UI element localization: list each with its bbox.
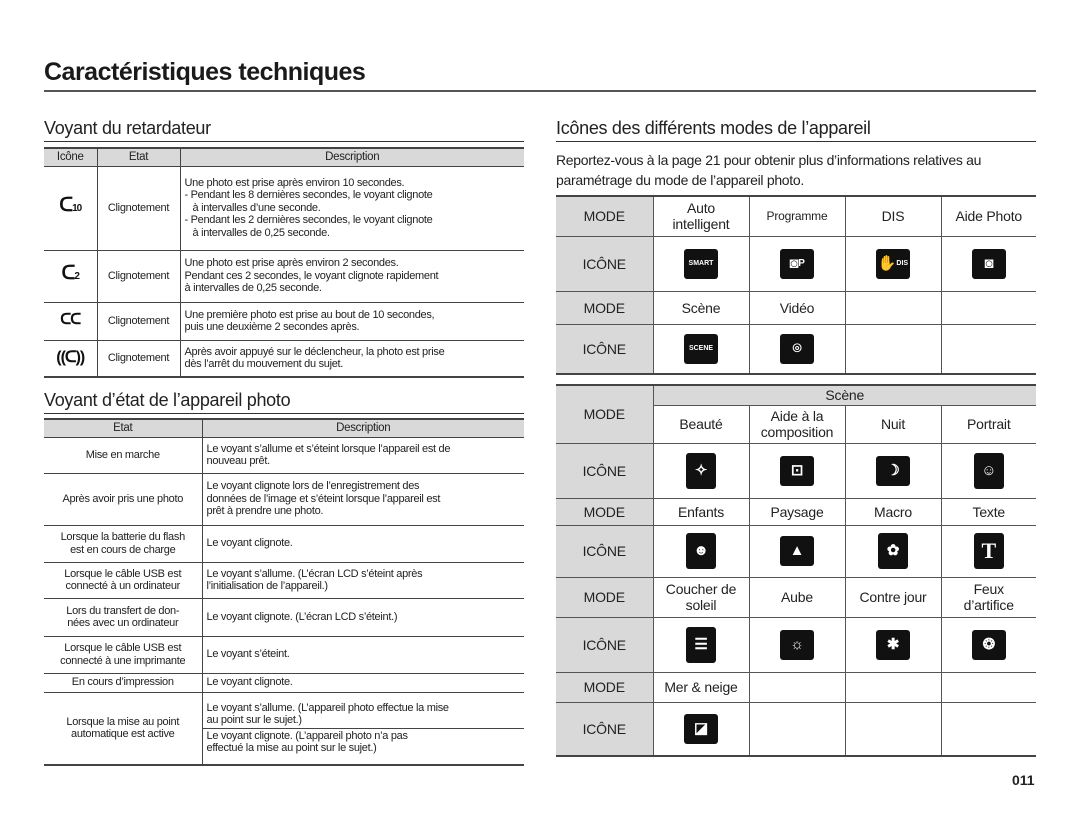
state-cell — [44, 562, 202, 598]
header-state: Etat — [97, 148, 180, 166]
icon-cell — [845, 236, 941, 291]
icon-cell — [749, 324, 845, 374]
description-cell — [202, 437, 524, 473]
page-title: Caractéristiques techniques — [44, 58, 366, 86]
backlight-icon: ✱ — [876, 630, 910, 660]
icon-cell — [749, 236, 845, 291]
mode-cell — [941, 672, 1036, 702]
description-line: Le voyant s’allume et s’éteint lorsque l’appareil est de — [206, 442, 451, 455]
timer-table — [44, 147, 524, 378]
mode-row — [556, 577, 1036, 617]
mode-cell — [845, 672, 941, 702]
description-line: Le voyant s’allume. (L’appareil photo effectue la mise — [206, 701, 449, 714]
state-cell: Clignotement — [97, 340, 180, 377]
state-cell — [44, 636, 202, 673]
state-cell — [44, 525, 202, 562]
description-cell — [180, 302, 524, 340]
description-line: données de l’image et s’éteint lorsque l’appareil est — [206, 492, 441, 505]
mode-name: Aide Photo — [955, 208, 1022, 225]
dawn-icon: ☼ — [780, 630, 814, 660]
macro-icon: ✿ — [878, 533, 908, 569]
mode-name: Paysage — [770, 503, 824, 520]
icon-cell — [941, 702, 1036, 756]
state-line: Lorsque le câble USB est — [64, 567, 182, 580]
header-icon: Icône — [44, 148, 97, 166]
state-cell — [44, 673, 202, 692]
mode-name: Nuit — [880, 416, 906, 432]
description-line: Après avoir appuyé sur le déclencheur, la photo est prise — [184, 345, 445, 358]
icon-row — [556, 236, 1036, 291]
table-row — [44, 673, 524, 692]
mode-name: Aide à la — [770, 408, 824, 424]
mode-cell — [749, 196, 845, 236]
timer-section-rule — [44, 141, 524, 142]
table-row — [44, 473, 524, 525]
intro-line: Reportez-vous à la page 21 pour obtenir plus d’informations relatives au — [556, 152, 982, 168]
table-row — [44, 166, 524, 250]
description-line: à intervalles de 0,25 seconde. — [184, 282, 322, 295]
description-cell — [202, 525, 524, 562]
icon-cell — [653, 236, 749, 291]
mode-cell — [845, 577, 941, 617]
scene-header-row — [556, 385, 1036, 405]
mode-cell — [845, 291, 941, 324]
title-rule — [44, 90, 1036, 92]
state-line: Mise en marche — [85, 448, 160, 461]
status-section-rule — [44, 413, 524, 414]
night-icon: ☽ — [876, 456, 910, 486]
scene-icon: SCENE — [684, 334, 718, 364]
mode-name: Coucher de — [665, 581, 737, 597]
mode-label: MODE — [556, 672, 653, 702]
mode-cell — [941, 498, 1036, 525]
mode-cell — [653, 498, 749, 525]
table-row — [44, 636, 524, 673]
page-number: 011 — [1012, 772, 1035, 788]
state-line: connecté à une imprimante — [60, 654, 186, 667]
timer-motion-icon: ((ᑕ)) — [44, 340, 97, 377]
mode-cell — [653, 672, 749, 702]
landscape-icon: ▲ — [780, 536, 814, 566]
mode-name: Feux — [973, 581, 1004, 597]
description-cell — [202, 562, 524, 598]
mode-name: Enfants — [677, 503, 725, 520]
header-description: Description — [180, 148, 524, 166]
mode-cell — [845, 196, 941, 236]
icon-cell — [749, 617, 845, 672]
text-icon: T — [974, 533, 1004, 569]
modes-table-scene — [556, 384, 1036, 757]
icon-row — [556, 443, 1036, 498]
mode-row — [556, 672, 1036, 702]
icon-cell — [845, 443, 941, 498]
frame-guide-icon: ⊡ — [780, 456, 814, 486]
icon-cell — [941, 324, 1036, 374]
mode-cell — [653, 405, 749, 443]
mode-name: Programme — [766, 209, 828, 224]
program-icon: ◙ P — [780, 249, 814, 279]
state-cell — [44, 598, 202, 636]
mode-cell — [749, 672, 845, 702]
table-row — [44, 437, 524, 473]
icon-cell — [749, 702, 845, 756]
description-cell — [202, 692, 524, 765]
timer-double-icon: ᑕᑕ — [44, 302, 97, 340]
icon-label: ICÔNE — [556, 617, 653, 672]
mode-label: MODE — [556, 291, 653, 324]
mode-cell — [749, 405, 845, 443]
modes-section-title: Icônes des différents modes de l’appareil — [556, 118, 871, 138]
description-line: Le voyant s’allume. (L’écran LCD s’éteint après — [206, 567, 423, 580]
mode-name: d’artifice — [963, 597, 1014, 613]
mode-cell — [941, 291, 1036, 324]
state-cell: Clignotement — [97, 166, 180, 250]
state-cell: Clignotement — [97, 250, 180, 302]
description-cell — [202, 636, 524, 673]
mode-cell — [653, 291, 749, 324]
scene-header: Scène — [653, 385, 1036, 405]
mode-name: Macro — [874, 503, 912, 520]
icon-cell — [653, 443, 749, 498]
timer-section-title: Voyant du retardateur — [44, 118, 211, 138]
icon-row — [556, 324, 1036, 374]
description-line: à intervalles d’une seconde. — [192, 201, 321, 214]
status-section-title: Voyant d’état de l’appareil photo — [44, 390, 291, 410]
description-line: Une première photo est prise au bout de 10 secondes, — [184, 308, 435, 321]
icon-cell — [749, 525, 845, 577]
description-line: puis une deuxième 2 secondes après. — [184, 321, 360, 333]
icon-cell — [845, 702, 941, 756]
description-line: au point sur le sujet.) — [206, 714, 302, 727]
description-line: prêt à prendre une photo. — [206, 505, 324, 518]
sunset-icon: ☰ — [686, 627, 716, 663]
description-cell — [180, 340, 524, 377]
description-cell — [180, 166, 524, 250]
description-line: Le voyant s’éteint. — [206, 648, 290, 661]
description-sub — [203, 701, 525, 728]
mode-name: intelligent — [672, 216, 730, 233]
icon-cell — [653, 702, 749, 756]
icon-row — [556, 702, 1036, 756]
icon-cell — [749, 443, 845, 498]
mode-name: composition — [760, 424, 834, 440]
beauty-icon: ✧ — [686, 453, 716, 489]
icon-cell — [941, 617, 1036, 672]
beach-snow-icon: ◪ — [684, 714, 718, 744]
state-cell: Clignotement — [97, 302, 180, 340]
children-icon: ☻ — [686, 533, 716, 569]
smart-auto-icon: SMART — [684, 249, 718, 279]
state-line: automatique est active — [71, 728, 175, 741]
icon-cell — [845, 525, 941, 577]
icon-cell — [941, 525, 1036, 577]
state-cell — [44, 473, 202, 525]
header-state: Etat — [44, 419, 202, 437]
movie-icon: ⌾ — [780, 334, 814, 364]
description-line: Le voyant clignote. (L’écran LCD s’éteint.) — [206, 610, 398, 623]
icon-cell — [941, 443, 1036, 498]
timer-10s-icon: ᑕ10 — [44, 166, 97, 250]
mode-cell — [941, 577, 1036, 617]
mode-cell — [941, 405, 1036, 443]
description-cell — [202, 473, 524, 525]
modes-intro — [556, 150, 1046, 190]
mode-cell — [749, 291, 845, 324]
icon-label: ICÔNE — [556, 324, 653, 374]
description-line: nouveau prêt. — [206, 455, 270, 467]
intro-line: paramétrage du mode de l’appareil photo. — [556, 172, 804, 188]
description-line: l’initialisation de l’appareil.) — [206, 580, 328, 592]
description-line: effectué la mise au point sur le sujet.) — [206, 742, 377, 755]
timer-2s-icon: ᑕ2 — [44, 250, 97, 302]
table-row — [44, 598, 524, 636]
table-row — [44, 340, 524, 377]
state-cell — [44, 692, 202, 765]
mode-row — [556, 498, 1036, 525]
mode-row — [556, 291, 1036, 324]
icon-cell — [653, 324, 749, 374]
description-line: Le voyant clignote lors de l’enregistrement des — [206, 480, 420, 493]
icon-row — [556, 617, 1036, 672]
description-line: - Pendant les 8 dernières secondes, le voyant clignote — [184, 189, 433, 202]
description-line: - Pendant les 2 dernières secondes, le voyant clignote — [184, 214, 433, 227]
mode-cell — [653, 577, 749, 617]
mode-name: Auto — [687, 200, 715, 217]
mode-cell — [749, 577, 845, 617]
fireworks-icon: ❂ — [972, 630, 1006, 660]
description-line: Le voyant clignote. (L’appareil photo n’a pas — [206, 729, 408, 742]
photo-help-icon: ◙ — [972, 249, 1006, 279]
description-line: Le voyant clignote. — [206, 676, 293, 689]
state-line: Lorsque la batterie du flash — [60, 531, 185, 543]
state-line: Lors du transfert de don- — [66, 604, 180, 617]
mode-name: Portrait — [966, 416, 1011, 432]
icon-label: ICÔNE — [556, 443, 653, 498]
description-cell — [202, 598, 524, 636]
state-line: En cours d’impression — [71, 676, 174, 689]
state-line: Après avoir pris une photo — [62, 492, 184, 505]
state-line: est en cours de charge — [70, 543, 176, 556]
mode-name: Mer & neige — [664, 679, 738, 695]
mode-name: Scène — [681, 299, 721, 316]
state-line: connecté à un ordinateur — [65, 580, 180, 592]
status-table — [44, 418, 524, 766]
description-line: à intervalles de 0,25 seconde. — [192, 226, 330, 239]
icon-cell — [845, 617, 941, 672]
description-cell — [180, 250, 524, 302]
description-line: dès l’arrêt du mouvement du sujet. — [184, 358, 344, 371]
state-line: Lorsque la mise au point — [66, 715, 180, 728]
icon-label: ICÔNE — [556, 236, 653, 291]
portrait-icon: ☺ — [974, 453, 1004, 489]
mode-cell — [845, 405, 941, 443]
icon-row — [556, 525, 1036, 577]
modes-table-main — [556, 195, 1036, 375]
description-cell — [202, 673, 524, 692]
mode-name: Vidéo — [779, 299, 815, 316]
mode-name: Contre jour — [859, 589, 927, 605]
icon-label: ICÔNE — [556, 525, 653, 577]
description-line: Pendant ces 2 secondes, le voyant clignote rapidement — [184, 269, 439, 282]
mode-cell — [653, 196, 749, 236]
mode-cell — [941, 196, 1036, 236]
icon-label: ICÔNE — [556, 702, 653, 756]
table-row — [44, 692, 524, 765]
description-line: Une photo est prise après environ 10 secondes. — [184, 176, 405, 189]
mode-name: Beauté — [679, 416, 723, 432]
mode-cell — [845, 498, 941, 525]
icon-cell — [941, 236, 1036, 291]
mode-label: MODE — [556, 385, 653, 443]
mode-label: MODE — [556, 577, 653, 617]
table-row — [44, 302, 524, 340]
table-row — [44, 250, 524, 302]
mode-name: Texte — [972, 503, 1005, 520]
icon-cell — [653, 525, 749, 577]
description-line: Une photo est prise après environ 2 secondes. — [184, 257, 399, 270]
mode-name: DIS — [881, 208, 905, 225]
description-sub — [203, 728, 525, 756]
state-line: nées avec un ordinateur — [67, 617, 179, 629]
icon-cell — [653, 617, 749, 672]
mode-label: MODE — [556, 196, 653, 236]
mode-row — [556, 196, 1036, 236]
state-cell — [44, 437, 202, 473]
icon-cell — [845, 324, 941, 374]
header-description: Description — [202, 419, 524, 437]
description-line: Le voyant clignote. — [206, 537, 293, 550]
dis-icon: ✋ DIS — [876, 249, 910, 279]
mode-cell — [749, 498, 845, 525]
state-line: Lorsque le câble USB est — [64, 642, 182, 654]
modes-section-rule — [556, 141, 1036, 142]
mode-label: MODE — [556, 498, 653, 525]
table-row — [44, 525, 524, 562]
table-row — [44, 562, 524, 598]
mode-name: Aube — [781, 589, 813, 605]
mode-name: soleil — [685, 597, 717, 613]
